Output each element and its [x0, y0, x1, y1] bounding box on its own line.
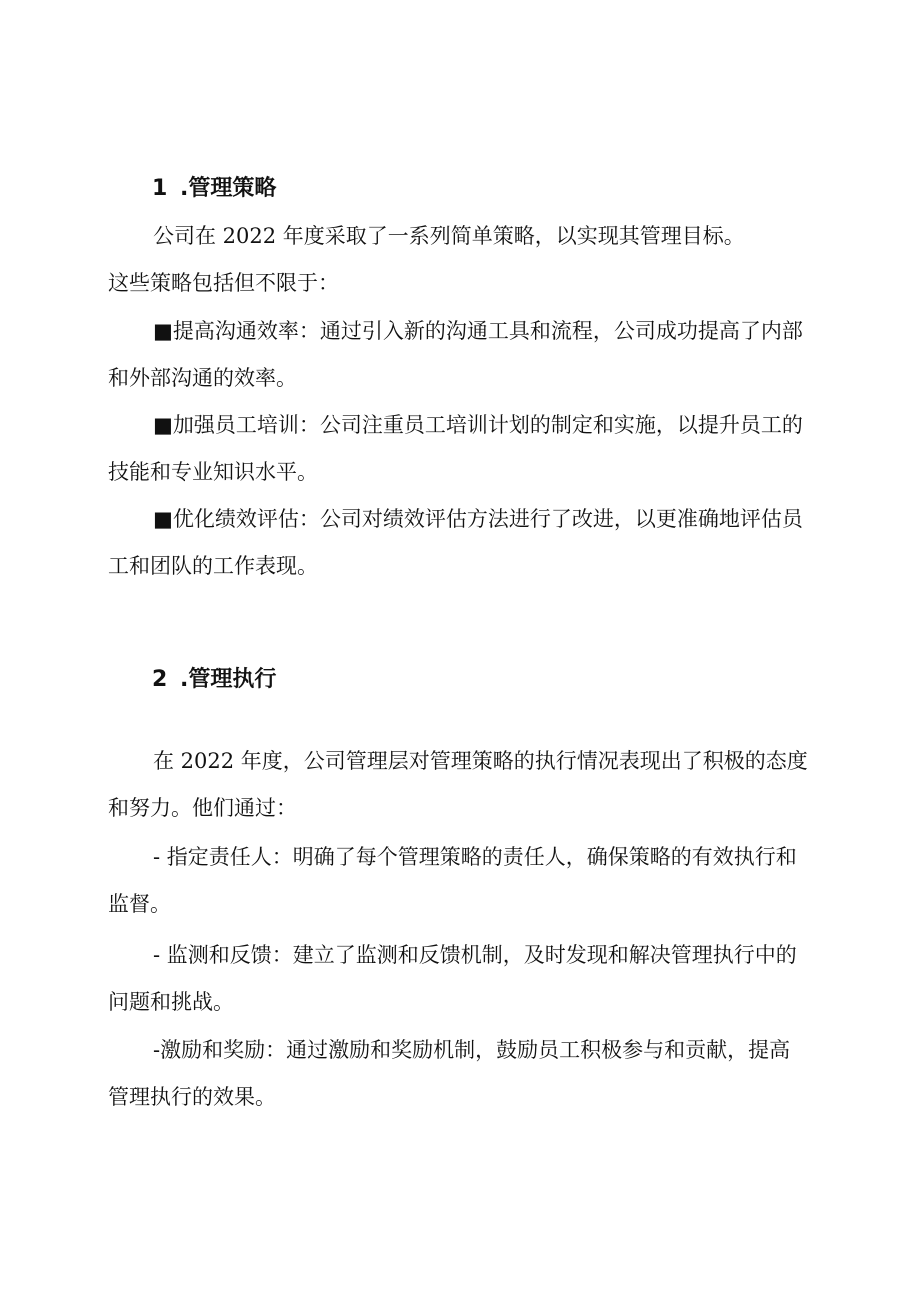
paragraph-line: 在 2022 年度，公司管理层对管理策略的执行情况表现出了积极的态度	[153, 749, 808, 773]
section-number: 1	[152, 176, 168, 201]
paragraph-line: 和努力。他们通过：	[108, 796, 297, 820]
list-item	[108, 308, 822, 402]
list-item	[108, 1027, 822, 1121]
section-heading-1	[152, 176, 276, 202]
paragraph-line: 这些策略包括但不限于：	[108, 271, 339, 295]
section-2-intro	[108, 738, 822, 832]
section-heading-2	[152, 667, 276, 693]
paragraph-line: 和外部沟通的效率。	[108, 366, 297, 390]
list-item	[108, 932, 822, 1026]
paragraph-line: -激励和奖励：通过激励和奖励机制，鼓励员工积极参与和贡献，提高	[153, 1038, 791, 1062]
section-number: 2	[152, 667, 168, 692]
paragraph-line: 公司在 2022 年度采取了一系列简单策略，以实现其管理目标。	[153, 224, 745, 248]
paragraph-line: 管理执行的效果。	[108, 1085, 276, 1109]
paragraph-line: 技能和专业知识水平。	[108, 460, 318, 484]
list-item	[108, 496, 822, 590]
paragraph-line: ■加强员工培训：公司注重员工培训计划的制定和实施，以提升员工的	[153, 413, 803, 437]
section-title: .管理策略	[180, 176, 277, 201]
list-item	[108, 402, 822, 496]
paragraph-line: ■优化绩效评估：公司对绩效评估方法进行了改进，以更准确地评估员	[153, 507, 803, 531]
paragraph-line: - 指定责任人：明确了每个管理策略的责任人，确保策略的有效执行和	[153, 845, 797, 869]
list-item	[108, 834, 822, 928]
paragraph-line: 工和团队的工作表现。	[108, 554, 318, 578]
section-title: .管理执行	[180, 667, 277, 692]
paragraph-line: 问题和挑战。	[108, 990, 234, 1014]
paragraph-line: ■提高沟通效率：通过引入新的沟通工具和流程，公司成功提高了内部	[153, 319, 803, 343]
paragraph-line: - 监测和反馈：建立了监测和反馈机制，及时发现和解决管理执行中的	[153, 943, 797, 967]
paragraph-line: 监督。	[108, 892, 171, 916]
section-1-intro	[108, 213, 822, 307]
